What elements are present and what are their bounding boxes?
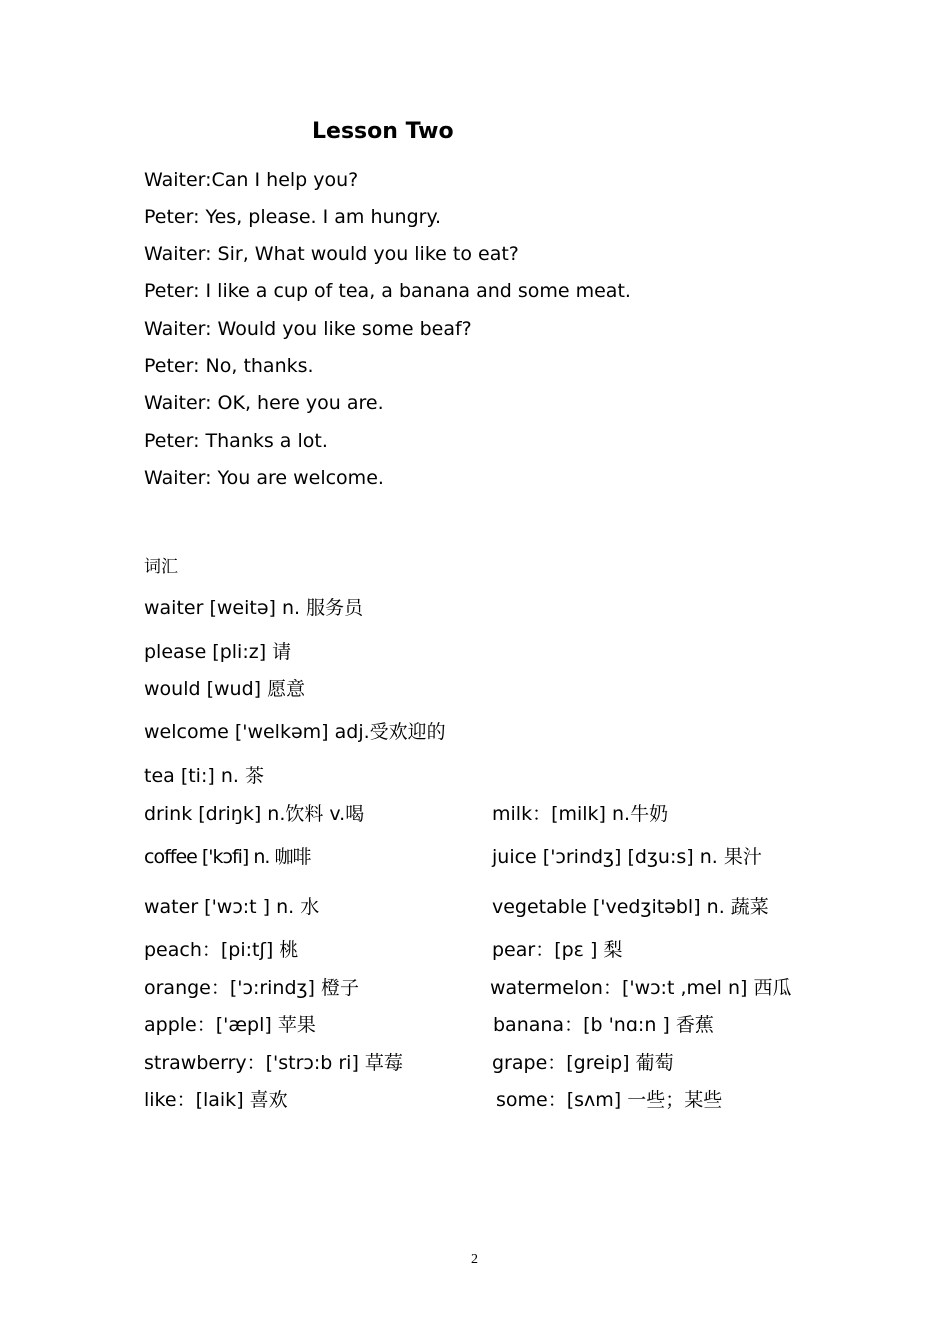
vocab-item: drink [driŋk] n.饮料 v.喝 bbox=[144, 803, 365, 825]
vocab-item: strawberry：['strɔ:b ri] 草莓 bbox=[144, 1052, 403, 1074]
dialogue-line: Waiter:Can I help you? bbox=[144, 169, 359, 191]
vocab-item: apple：['æpl] 苹果 bbox=[144, 1014, 316, 1036]
dialogue-line: Waiter: You are welcome. bbox=[144, 467, 384, 489]
vocab-item: some：[sʌm] 一些；某些 bbox=[496, 1089, 723, 1111]
vocab-item: like：[laik] 喜欢 bbox=[144, 1089, 288, 1111]
vocab-item: watermelon：['wɔ:t ,mel n] 西瓜 bbox=[490, 977, 792, 999]
vocab-heading: 词汇 bbox=[144, 557, 178, 577]
vocab-item: vegetable ['vedʒitəbl] n. 蔬菜 bbox=[492, 896, 769, 918]
dialogue-line: Peter: Thanks a lot. bbox=[144, 430, 328, 452]
page-title: Lesson Two bbox=[312, 119, 454, 144]
vocab-item: coffee ['kɔfi] n. 咖啡 bbox=[144, 846, 311, 868]
vocab-item: water ['wɔ:t ] n. 水 bbox=[144, 896, 320, 918]
dialogue-line: Waiter: OK, here you are. bbox=[144, 392, 384, 414]
dialogue-line: Waiter: Sir, What would you like to eat? bbox=[144, 243, 519, 265]
vocab-item: please [pli:z] 请 bbox=[144, 641, 292, 663]
dialogue-line: Peter: I like a cup of tea, a banana and some meat. bbox=[144, 280, 631, 302]
vocab-item: orange：['ɔ:rindʒ] 橙子 bbox=[144, 977, 359, 999]
vocab-item: pear：[pɛ ] 梨 bbox=[492, 939, 623, 961]
vocab-item: juice ['ɔrindʒ] [dʒu:s] n. 果汁 bbox=[492, 846, 762, 868]
vocab-item: welcome ['welkəm] adj.受欢迎的 bbox=[144, 721, 446, 743]
vocab-item: waiter [weitə] n. 服务员 bbox=[144, 597, 364, 619]
vocab-item: banana：[b 'nɑ:n ] 香蕉 bbox=[493, 1014, 714, 1036]
page-number: 2 bbox=[471, 1252, 478, 1267]
dialogue-line: Peter: No, thanks. bbox=[144, 355, 314, 377]
vocab-item: peach：[pi:tʃ] 桃 bbox=[144, 939, 299, 961]
dialogue-line: Peter: Yes, please. I am hungry. bbox=[144, 206, 442, 228]
vocab-item: would [wud] 愿意 bbox=[144, 678, 306, 700]
vocab-item: milk：[milk] n.牛奶 bbox=[492, 803, 669, 825]
vocab-item: tea [ti:] n. 茶 bbox=[144, 765, 264, 787]
dialogue-line: Waiter: Would you like some beaf? bbox=[144, 318, 472, 340]
vocab-item: grape：[greip] 葡萄 bbox=[492, 1052, 674, 1074]
